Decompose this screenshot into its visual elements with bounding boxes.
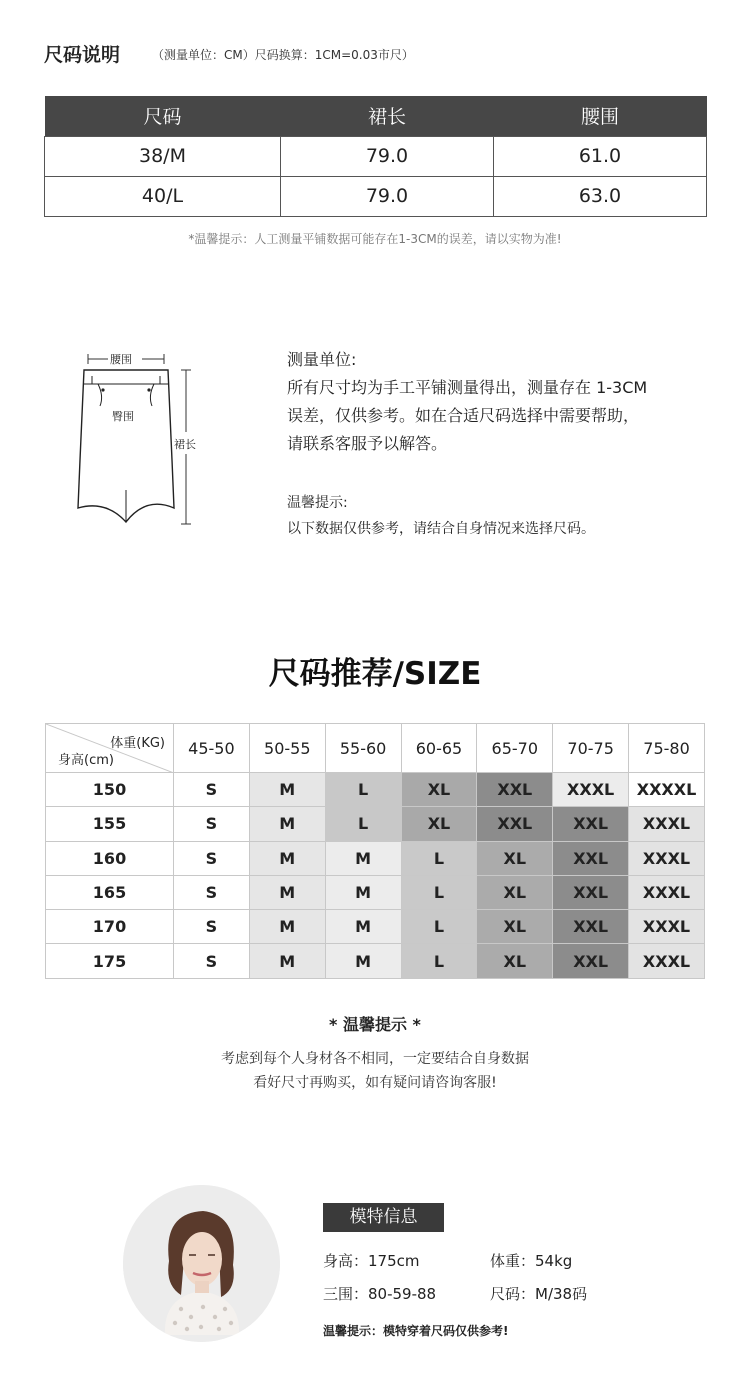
table-row: [46, 773, 705, 807]
size-cell: L: [325, 773, 401, 807]
size-cell: XXL: [553, 841, 629, 875]
size-cell: XXL: [553, 875, 629, 909]
weight-range-header: 45-50: [174, 724, 250, 773]
size-cell: L: [401, 910, 477, 944]
measure-line: 误差，仅供参考。如在合适尺码选择中需要帮助，: [287, 406, 640, 425]
height-cell: 175: [46, 944, 174, 978]
cell-length: 79.0: [280, 136, 493, 176]
size-cell: M: [249, 944, 325, 978]
size-cell: M: [325, 910, 401, 944]
cell-waist: 63.0: [493, 176, 706, 216]
size-cell: S: [174, 841, 250, 875]
table-row: [45, 176, 707, 216]
size-cell: S: [174, 875, 250, 909]
size-cell: XL: [401, 773, 477, 807]
size-cell: XXXL: [629, 944, 705, 978]
size-cell: XL: [477, 910, 553, 944]
recommend-header-row: [46, 724, 705, 773]
tips-title: 温馨提示:: [287, 495, 348, 511]
size-cell: M: [325, 944, 401, 978]
size-cell: XXXL: [629, 841, 705, 875]
size-cell: S: [174, 910, 250, 944]
table-row: [46, 807, 705, 841]
diagram-length-label: 裙长: [174, 438, 196, 451]
size-cell: XXL: [553, 910, 629, 944]
size-cell: M: [249, 910, 325, 944]
height-cell: 160: [46, 841, 174, 875]
warm-tip-title: * 温馨提示 *: [329, 1015, 421, 1034]
model-photo: [123, 1185, 280, 1342]
diagram-waist-label: 腰围: [110, 353, 132, 366]
weight-axis-label: 体重(KG): [110, 736, 165, 751]
size-cell: XL: [477, 944, 553, 978]
skirt-illustration: [70, 340, 220, 540]
size-cell: L: [325, 807, 401, 841]
cell-waist: 61.0: [493, 136, 706, 176]
size-cell: XXXL: [553, 773, 629, 807]
weight-range-header: 65-70: [477, 724, 553, 773]
height-cell: 165: [46, 875, 174, 909]
measure-line: 所有尺寸均为手工平铺测量得出，测量存在 1-3CM: [287, 378, 648, 397]
size-cell: S: [174, 807, 250, 841]
model-bust: 三围：80-59-88: [323, 1285, 437, 1303]
measure-tips: [287, 490, 595, 542]
size-cell: XL: [477, 875, 553, 909]
skirt-diagram: [70, 340, 220, 540]
size-info-title: 尺码说明: [44, 44, 121, 66]
measure-description: [287, 346, 647, 458]
measure-line: 请联系客服予以解答。: [287, 434, 448, 453]
cell-length: 79.0: [280, 176, 493, 216]
model-weight: 体重：54kg: [490, 1252, 573, 1270]
size-cell: XL: [401, 807, 477, 841]
size-cell: L: [401, 944, 477, 978]
size-cell: S: [174, 944, 250, 978]
size-table: [44, 96, 707, 217]
header-waist: 腰围: [493, 96, 706, 136]
weight-range-header: 60-65: [401, 724, 477, 773]
size-recommend-table: [45, 723, 705, 979]
diagram-hip-label: 臀围: [112, 410, 134, 423]
size-table-header: [45, 96, 707, 136]
model-height: 身高：175cm: [323, 1252, 420, 1270]
size-cell: M: [249, 773, 325, 807]
header-length: 裙长: [280, 96, 493, 136]
corner-cell: [46, 724, 174, 773]
size-cell: M: [325, 841, 401, 875]
tips-text: 以下数据仅供参考，请结合自身情况来选择尺码。: [287, 521, 595, 537]
header-size: 尺码: [45, 96, 281, 136]
height-cell: 170: [46, 910, 174, 944]
table-row: [45, 136, 707, 176]
measure-error-tip: *温馨提示：人工测量平铺数据可能存在1-3CM的误差，请以实物为准!: [188, 232, 562, 246]
size-cell: XXXL: [629, 910, 705, 944]
model-info-badge: 模特信息: [323, 1203, 444, 1232]
size-cell: M: [325, 875, 401, 909]
warm-tip-line: 看好尺寸再购买，如有疑问请咨询客服!: [253, 1075, 497, 1091]
size-cell: L: [401, 841, 477, 875]
table-row: [46, 910, 705, 944]
height-axis-label: 身高(cm): [58, 753, 114, 768]
height-cell: 150: [46, 773, 174, 807]
height-cell: 155: [46, 807, 174, 841]
size-cell: XXL: [477, 807, 553, 841]
cell-size: 38/M: [45, 136, 281, 176]
model-avatar: [123, 1185, 280, 1342]
size-cell: M: [249, 841, 325, 875]
size-cell: XXL: [477, 773, 553, 807]
size-recommend-title: 尺码推荐/SIZE: [268, 656, 482, 692]
weight-range-header: 50-55: [249, 724, 325, 773]
model-size: 尺码：M/38码: [490, 1285, 588, 1303]
weight-range-header: 75-80: [629, 724, 705, 773]
table-row: [46, 944, 705, 978]
size-cell: M: [249, 875, 325, 909]
size-cell: XXXL: [629, 875, 705, 909]
size-cell: XXL: [553, 944, 629, 978]
size-cell: L: [401, 875, 477, 909]
size-info-note: （测量单位：CM）尺码换算：1CM=0.03市尺）: [152, 48, 414, 62]
weight-range-header: 55-60: [325, 724, 401, 773]
size-cell: XL: [477, 841, 553, 875]
size-cell: M: [249, 807, 325, 841]
size-cell: XXL: [553, 807, 629, 841]
measure-line: 测量单位:: [287, 350, 357, 369]
size-cell: XXXXL: [629, 773, 705, 807]
cell-size: 40/L: [45, 176, 281, 216]
table-row: [46, 875, 705, 909]
weight-range-header: 70-75: [553, 724, 629, 773]
size-cell: S: [174, 773, 250, 807]
model-size-tip: 温馨提示：模特穿着尺码仅供参考!: [323, 1324, 509, 1338]
size-cell: XXXL: [629, 807, 705, 841]
table-row: [46, 841, 705, 875]
warm-tip-line: 考虑到每个人身材各不相同，一定要结合自身数据: [221, 1051, 529, 1067]
